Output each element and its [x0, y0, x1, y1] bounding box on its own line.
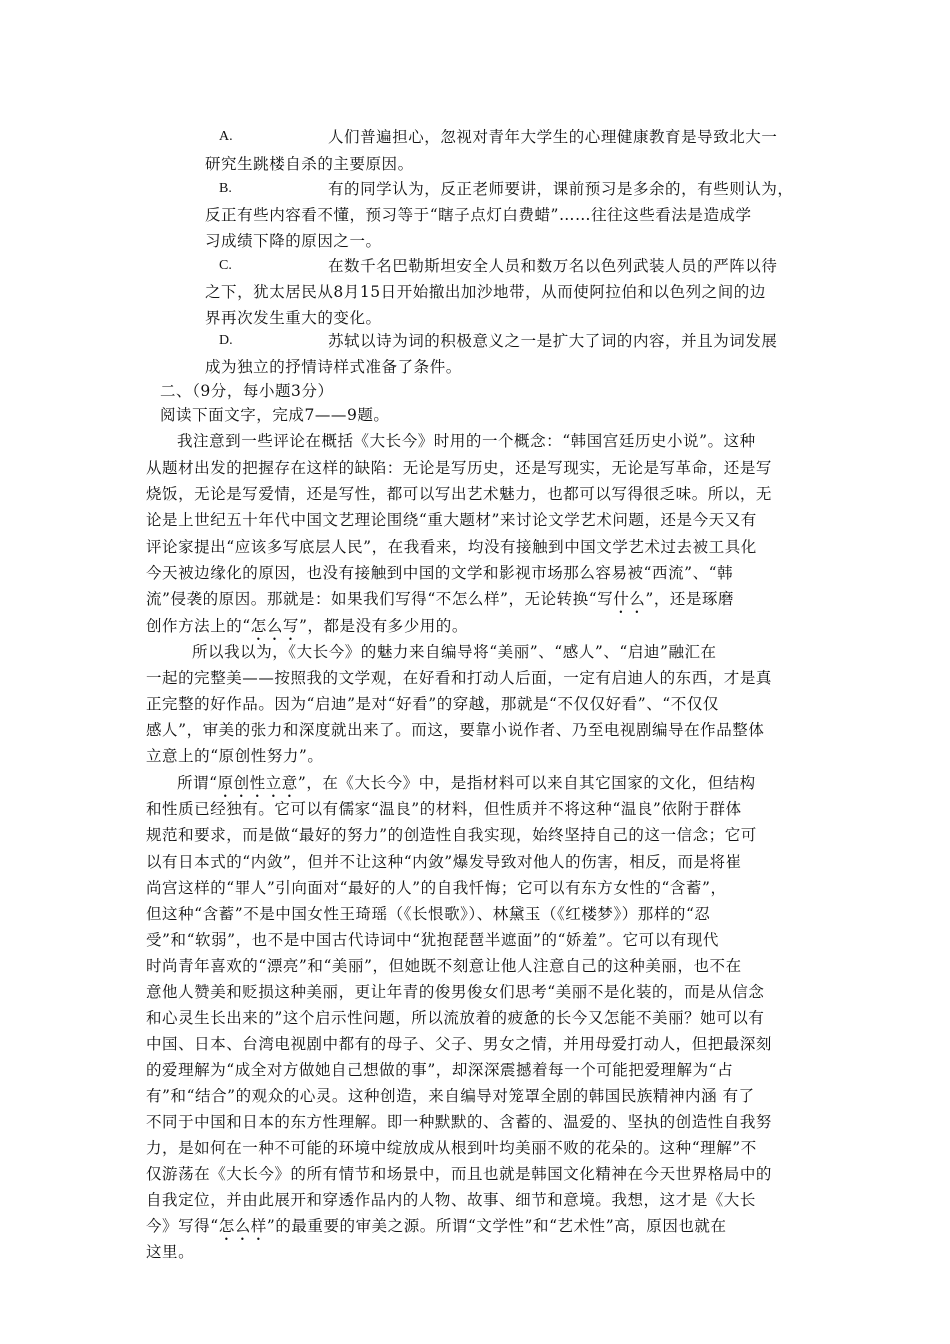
emphasized-text: 原创性立意	[217, 774, 298, 792]
passage-line: 以有日本式的“内敛”，但并不让这种“内敛”爆发导致对他人的伤害，相反，而是将崔	[146, 853, 742, 871]
option-a-line-2: 研究生跳楼自杀的主要原因。	[205, 155, 414, 173]
passage-line: 时尚青年喜欢的“漂亮”和“美丽”，但她既不刻意让他人注意自己的这种美丽，也不在	[146, 957, 742, 975]
option-b-line-1: 有的同学认为，反正老师要讲，课前预习是多余的，有些则认为，	[328, 180, 794, 198]
passage-line: 规范和要求，而是做“最好的努力”的创造性自我实现，始终坚持自己的这一信念；它可	[146, 826, 757, 844]
option-c-line-2: 之下，犹太居民从8月15日开始撤出加沙地带，从而使阿拉伯和以色列之间的边	[205, 283, 766, 301]
option-c-line-3: 界再次发生重大的变化。	[205, 309, 382, 327]
line-text: ”，都是没有多少用的。	[298, 617, 468, 635]
line-text: 流”侵袭的原因。那就是：如果我们写得“不怎么样”，无论转换“写	[146, 590, 614, 608]
option-d-label: D.	[219, 333, 233, 348]
passage-line: 但这种“含蓄”不是中国女性王琦瑶（《长恨歌》）、林黛玉（《红楼梦》）那样的“忍	[146, 905, 711, 923]
option-a-label: A.	[219, 129, 233, 144]
passage-line: 受”和“软弱”，也不是中国古代诗词中“犹抱琵琶半遮面”的“娇羞”。它可以有现代	[146, 931, 719, 949]
emphasized-text: 怎么写	[250, 617, 299, 635]
option-c-label: C.	[219, 258, 232, 273]
passage-line: 感人”，审美的张力和深度就出来了。而这，要靠小说作者、乃至电视剧编导在作品整体	[146, 721, 765, 739]
emphasized-text: 怎么样	[218, 1217, 267, 1235]
section-heading: 二、（9分，每小题3分）	[160, 382, 334, 400]
option-c-line-1: 在数千名巴勒斯坦安全人员和数万名以色列武装人员的严阵以待	[328, 257, 778, 275]
section-instruction: 阅读下面文字，完成7——9题。	[160, 406, 390, 424]
emphasized-text: 什么	[613, 590, 646, 608]
passage-line: 评论家提出“应该多写底层人民”，在我看来，均没有接触到中国文学艺术过去被工具化	[146, 538, 757, 556]
line-text: ”，还是琢磨	[645, 590, 735, 608]
passage-line: 正完整的好作品。因为“启迪”是对“好看”的穿越，那就是“不仅仅好看”、“不仅仅	[146, 695, 719, 713]
passage-line	[177, 772, 756, 801]
passage-line: 的爱理解为“成全对方做她自己想做的事”，却深深震撼着每一个可能把爱理解为“占	[146, 1061, 734, 1079]
passage-line: 和心灵生长出来的”这个启示性问题，所以流放着的疲惫的长今又怎能不美丽？她可以有	[146, 1009, 765, 1027]
passage-line: 有”和“结合”的观众的心灵。这种创造，来自编导对笼罩全剧的韩国民族精神内涵 有了	[146, 1087, 755, 1105]
line-text: ”，在《大长今》中，是指材料可以来自其它国家的文化，但结构	[297, 774, 756, 792]
option-b-line-3: 习成绩下降的原因之一。	[205, 232, 382, 250]
passage-line: 所以我以为，《大长今》的魅力来自编导将“美丽”、“感人”、“启迪”融汇在	[192, 643, 717, 661]
option-b-label: B.	[219, 181, 232, 196]
passage-line: 和性质已经独有。它可以有儒家“温良”的材料，但性质并不将这种“温良”依附于群体	[146, 800, 742, 818]
passage-line: 一起的完整美——按照我的文学观，在好看和打动人后面，一定有启迪人的东西，才是真	[146, 669, 772, 687]
passage-line: 尚宫这样的“罪人”引向面对“最好的人”的自我忏悔；它可以有东方女性的“含蓄”，	[146, 879, 727, 897]
passage-line	[146, 1215, 727, 1244]
passage-line: 立意上的“原创性努力”。	[146, 747, 324, 765]
passage-line: 不同于中国和日本的东方性理解。即一种默默的、含蓄的、温爱的、坚执的创造性自我努	[146, 1113, 772, 1131]
passage-line: 今天被边缘化的原因，也没有接触到中国的文学和影视市场那么容易被“西流”、“韩	[146, 564, 734, 582]
passage-line: 论是上世纪五十年代中国文艺理论围绕“重大题材”来讨论文学艺术问题，还是今天又有	[146, 511, 757, 529]
passage-line: 烧饭，无论是写爱情，还是写性，都可以写出艺术魅力，也都可以写得很乏味。所以，无	[146, 485, 772, 503]
option-d-line-1: 苏轼以诗为词的积极意义之一是扩大了词的内容，并且为词发展	[328, 332, 778, 350]
passage-line: 这里。	[146, 1243, 195, 1261]
option-d-line-2: 成为独立的抒情诗样式准备了条件。	[205, 358, 462, 376]
passage-line	[146, 615, 468, 644]
line-text: 创作方法上的“	[146, 617, 251, 635]
passage-line: 意他人赞美和贬损这种美丽，更让年青的俊男俊女们思考“美丽不是化装的，而是从信念	[146, 983, 765, 1001]
passage-line: 中国、日本、台湾电视剧中都有的母子、父子、男女之情，并用母爱打动人，但把最深刻	[146, 1035, 772, 1053]
line-text: 今》写得“	[146, 1217, 219, 1235]
line-text: ”的最重要的审美之源。所谓“文学性”和“艺术性”高，原因也就在	[266, 1217, 727, 1235]
passage-line: 从题材出发的把握存在这样的缺陷：无论是写历史，还是写现实，无论是写革命，还是写	[146, 459, 772, 477]
passage-line	[146, 588, 734, 617]
line-text: 所谓“	[177, 774, 218, 792]
option-b-line-2: 反正有些内容看不懂，预习等于“瞎子点灯白费蜡”……往往这些看法是造成学	[205, 206, 752, 224]
passage-line: 仅游荡在《大长今》的所有情节和场景中，而且也就是韩国文化精神在今天世界格局中的	[146, 1165, 772, 1183]
passage-line: 力，是如何在一种不可能的环境中绽放成从根到叶均美丽不败的花朵的。这种“理解”不	[146, 1139, 757, 1157]
passage-line: 自我定位，并由此展开和穿透作品内的人物、故事、细节和意境。我想，这才是《大长	[146, 1191, 756, 1209]
option-a-line-1: 人们普遍担心，忽视对青年大学生的心理健康教育是导致北大一	[328, 128, 778, 146]
passage-line: 我注意到一些评论在概括《大长今》时用的一个概念：“韩国宫廷历史小说”。这种	[177, 432, 756, 450]
